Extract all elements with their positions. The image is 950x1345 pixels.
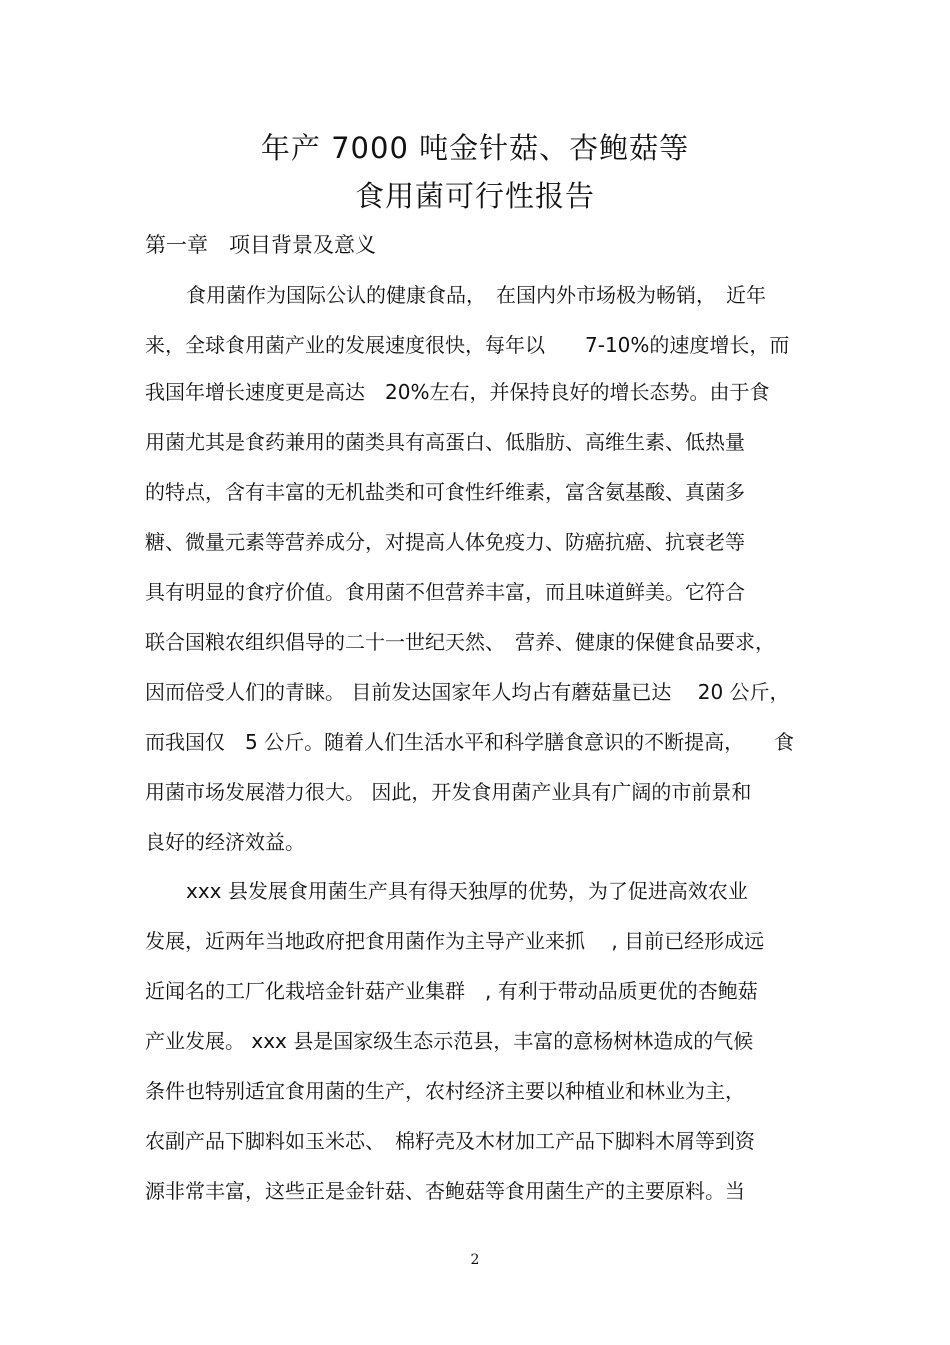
text-line: 的特点，含有丰富的无机盐类和可食性纤维素，富含氨基酸、真菌多 bbox=[145, 480, 745, 504]
document-title-line-1: 年产 7000 吨金针菇、杏鲍菇等 bbox=[260, 131, 690, 165]
text-line: 发展，近两年当地政府把食用菌作为主导产业来抓 , 目前已经形成远 bbox=[145, 929, 765, 953]
page-number: 2 bbox=[470, 1252, 480, 1268]
text-line: 因而倍受人们的青睐。 目前发达国家年人均占有蘑菇量已达 20 公斤， bbox=[145, 680, 790, 704]
text-line: 具有明显的食疗价值。食用菌不但营养丰富，而且味道鲜美。它符合 bbox=[145, 580, 745, 604]
text-line: 产业发展。 xxx 县是国家级生态示范县，丰富的意杨树林造成的气候 bbox=[145, 1029, 754, 1053]
text-line: 用菌市场发展潜力很大。 因此，开发食用菌产业具有广阔的市前景和 bbox=[145, 780, 752, 804]
text-line: xxx 县发展食用菌生产具有得天独厚的优势，为了促进高效农业 bbox=[186, 879, 748, 903]
text-line: 我国年增长速度更是高达 20%左右，并保持良好的增长态势。由于食 bbox=[145, 380, 770, 404]
text-line: 条件也特别适宜食用菌的生产，农村经济主要以种植业和林业为主， bbox=[145, 1079, 745, 1103]
text-line: 糖、微量元素等营养成分，对提高人体免疫力、防癌抗癌、抗衰老等 bbox=[145, 530, 745, 554]
chapter-heading: 第一章 项目背景及意义 bbox=[145, 233, 376, 257]
text-line: 而我国仅 5 公斤。随着人们生活水平和科学膳食意识的不断提高， 食 bbox=[145, 730, 795, 754]
text-line: 良好的经济效益。 bbox=[145, 830, 305, 854]
text-line: 近闻名的工厂化栽培金针菇产业集群 , 有利于带动品质更优的杏鲍菇 bbox=[145, 979, 758, 1003]
text-line: 用菌尤其是食药兼用的菌类具有高蛋白、低脂肪、高维生素、低热量 bbox=[145, 430, 745, 454]
text-line: 源非常丰富，这些正是金针菇、杏鲍菇等食用菌生产的主要原料。当 bbox=[145, 1179, 745, 1203]
text-line: 来，全球食用菌产业的发展速度很快，每年以 7-10%的速度增长，而 bbox=[145, 333, 790, 357]
text-line: 食用菌作为国际公认的健康食品， 在国内外市场极为畅销， 近年 bbox=[186, 283, 766, 307]
text-line: 联合国粮农组织倡导的二十一世纪天然、 营养、健康的保健食品要求， bbox=[145, 630, 775, 654]
document-title-line-2: 食用菌可行性报告 bbox=[354, 179, 595, 213]
text-line: 农副产品下脚料如玉米芯、 棉籽壳及木材加工产品下脚料木屑等到资 bbox=[145, 1129, 755, 1153]
